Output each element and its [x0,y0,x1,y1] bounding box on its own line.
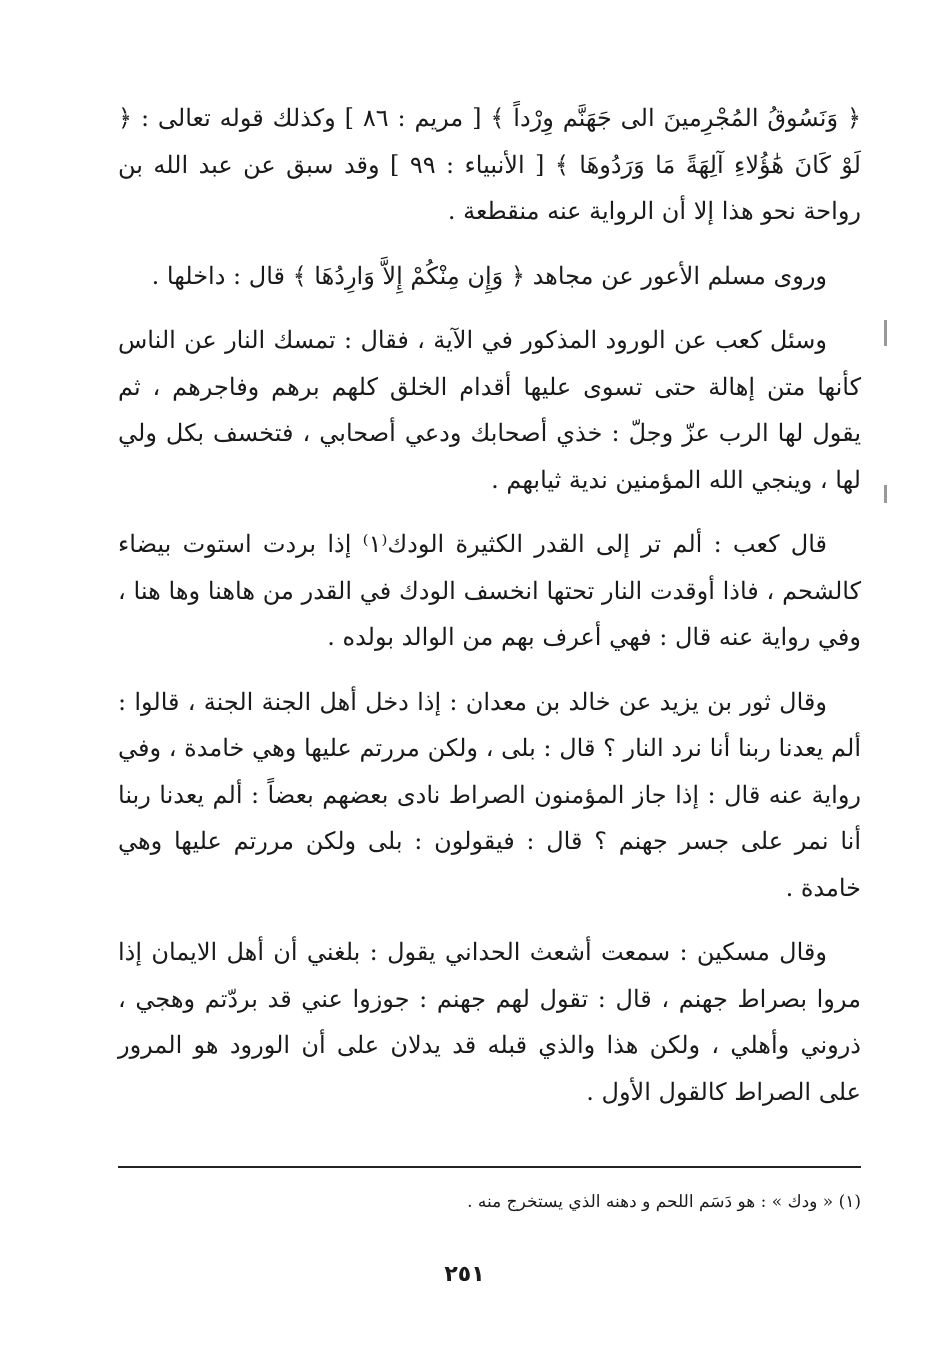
body-text [118,95,861,1133]
paragraph-1: ﴿ وَنَسُوقُ المُجْرِمينَ الى جَهَنَّم وِرْداً ﴾ [ مريم : ٨٦ ] وكذلك قوله تعالى : ﴿ لَوْ كَانَ هَٰؤُلاءِ آلِهَةً مَا وَرَدُوهَا ﴾ [ الأنبياء : ٩٩ ] وقد سبق عن عبد الله بن رواحة نحو هذا إلا أن الرواية عنه منقطعة . [118,104,862,225]
paragraph-2: وروى مسلم الأعور عن مجاهد ﴿ وَإِن مِنْكُمْ إِلاَّ وَارِدُهَا ﴾ قال : داخلها . [151,261,827,290]
paragraph-4: قال كعب : ألم تر إلى القدر الكثيرة الودك⁽١⁾ إذا بردت استوت بيضاء كالشحم ، فاذا أوقدت النار تحتها انخسف الودك في القدر من هاهنا وها هنا ، وفي رواية عنه قال : فهي أعرف بهم من الوالد بولده . [118,530,861,651]
page-number: ٢٥١ [444,1262,485,1287]
paragraph-3: وسئل كعب عن الورود المذكور في الآية ، فقال : تمسك النار عن الناس كأنها متن إهالة حتى تسوى عليها أقدام الخلق كلهم برهم وفاجرهم ، ثم يقول لها الرب عزّ وجلّ : خذي أصحابك ودعي أصحابي ، فتخسف بكل ولي لها ، وينجي الله المؤمنين ندية ثيابهم . [118,326,861,494]
paragraph-6: وقال مسكين : سمعت أشعث الحداني يقول : بلغني أن أهل الايمان إذا مروا بصراط جهنم ، قال : تقول لهم جهنم : جوزوا عني قد بردّتم وهجي ، ذروني وأهلي ، ولكن هذا والذي قبله قد يدلان على أن الورود هو المرور على الصراط كالقول الأول . [118,938,861,1106]
margin-mark [884,485,887,503]
margin-mark [884,320,887,346]
footnote-divider [118,1166,861,1168]
paragraph-5: وقال ثور بن يزيد عن خالد بن معدان : إذا دخل أهل الجنة الجنة ، قالوا : ألم يعدنا ربنا أنا نرد النار ؟ قال : بلى ، ولكن مررتم عليها وهي خامدة ، وفي رواية عنه قال : إذا جاز المؤمنون الصراط نادى بعضهم بعضاً : ألم يعدنا ربنا أنا نمر على جسر جهنم ؟ قال : فيقولون : بلى ولكن مررتم عليها وهي خامدة . [118,687,861,902]
footnote: (١) « ودك » : هو دَسَم اللحم و دهنه الذي يستخرج منه . [467,1192,861,1212]
